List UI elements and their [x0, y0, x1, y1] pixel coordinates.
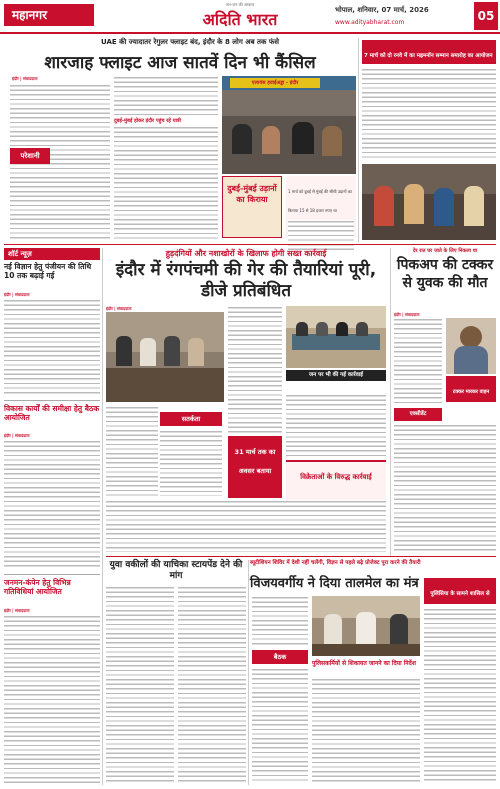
bottom-right-head-box: [424, 578, 496, 604]
right-side-label: एक्सीडेंट: [394, 408, 442, 421]
short-news-label: शॉर्ट न्यूज़: [4, 248, 100, 260]
right-photo: [446, 318, 496, 374]
right-kicker: देर रात घर जाते के लिए निकला था: [412, 248, 478, 254]
main-photo-1: [106, 312, 224, 402]
fare-graphic: [222, 176, 282, 238]
bottom-subhead: पुलिसकर्मियों से शिकायत जानने का दिया निर्देश: [312, 660, 416, 667]
bottom-rule: [106, 556, 496, 557]
col-divider-right: [390, 248, 391, 556]
lead-headline: शारजाह फ्लाइट आज सातवें दिन भी कैंसिल: [44, 53, 316, 73]
main-box2: [286, 460, 386, 500]
bottom-body-f: [424, 608, 496, 782]
right-headline: पिकअप की टक्कर से युवक की मौत: [396, 257, 494, 291]
short-news-headline: नई विज्ञान हेतु पंजीयन की तिथि 10 तक बढ़ाई गई: [4, 262, 92, 280]
right-top-headline: 7 मार्च को दो रनवे में का मह्रमनॉन सम्मान समारोह का आयोजन: [364, 53, 493, 59]
lead-kicker: UAE की ज्यादातर रेगुलर फ्लाइट बंद, इंदौर के 8 लोग अब तक फंसे: [101, 38, 279, 46]
bottom-photo: [312, 596, 420, 656]
main-box2-head: विक्रेताओं के विरुद्ध कार्रवाई: [300, 473, 372, 481]
short-news-body: [4, 299, 100, 395]
col-divider-left: [102, 248, 103, 785]
col-divider-bottom: [248, 560, 249, 785]
main-headline: इंदौर में रंगपंचमी की गेर की तैयारियां पूरी, डीजे प्रतिबंधित: [115, 260, 377, 301]
main-box1-head: 31 मार्च तक का अवसर बताया: [234, 448, 276, 475]
main-body-e: [106, 500, 386, 552]
logo-name: अदिति भारत: [202, 10, 278, 29]
lead-byline: इंदौर | संवाददाता: [12, 76, 38, 81]
col-divider: [358, 38, 359, 243]
main-side-label: सतर्कता: [160, 412, 222, 426]
lead-subhead: दुबई-मुंबई होकर इंदौर पहुंच रहे यात्री: [114, 118, 181, 124]
section-label: महानगर: [4, 4, 94, 26]
logo-tagline: जन-जन की आवाज: [225, 2, 255, 7]
fare-stat-text: 1 मार्च को दुबई से मुंबई की सीधी उड़ानों का किराया 15 से 18 हजार रुपए था: [288, 189, 352, 213]
left-story2-headline: विकास कार्यों की समीक्षा हेतु बैठक आयोजित: [4, 404, 100, 422]
paper-logo: [180, 2, 300, 32]
main-body-b: [160, 430, 222, 496]
main-body-a: [106, 406, 158, 496]
right-body-b: [394, 424, 496, 552]
bottom-body-c: [252, 596, 308, 646]
airport-sign: एलायंस हवाईअड्डा - इंदौर: [230, 78, 320, 88]
left-story2-byline: इंदौर | संवाददाता: [4, 433, 30, 438]
right-photo-caption-box: [446, 376, 496, 414]
left-story3-body: [4, 615, 100, 785]
bottom-main-headline: विजयवर्गीय ने दिया तालमेल का मंत्र: [250, 576, 419, 591]
lead-photo: [222, 76, 356, 174]
short-news-byline: इंदौर | संवाददाता: [4, 292, 30, 297]
bottom-body-e: [312, 678, 420, 782]
main-byline: इंदौर | संवाददाता: [106, 306, 132, 311]
left-rule: [4, 400, 100, 401]
lead-body-col1b: [10, 190, 110, 240]
main-kicker: हुड़दंगियों और नशाखोरों के खिलाफ होगी सख्त कार्रवाई: [165, 249, 327, 258]
right-byline: इंदौर | संवाददाता: [394, 312, 420, 317]
bottom-body-d: [252, 668, 308, 782]
bottom-left-headline: युवा वकीलों की याचिका स्टायपेंड देने की मांग: [109, 560, 243, 581]
left-story3-byline: इंदौर | संवाददाता: [4, 608, 30, 613]
main-photo-banner: जन पर भी की गई कार्रवाई: [286, 370, 386, 381]
right-top-body: [362, 68, 496, 160]
fare-graphic-text: दुबई-मुंबई उड़ानों का किराया: [227, 184, 277, 204]
lead-body-col2b: [114, 126, 218, 240]
right-body-a: [394, 318, 442, 404]
lead-side-label: परेशानी: [10, 148, 50, 164]
left-rule2: [4, 574, 100, 575]
main-photo-2: [286, 306, 386, 368]
left-story3-headline: जनमन-कंपेन हेतु विभिन्न गतिविधियां आयोजित: [4, 578, 71, 596]
lead-body-col2: [114, 76, 218, 116]
bottom-body-b: [178, 586, 246, 782]
right-photo-caption: टक्कर मारकर वाहन चालक फरार: [452, 389, 490, 414]
lead-body-col1: [10, 84, 110, 189]
right-top-photo: [362, 164, 496, 240]
bottom-mid-headline: ब्यूटीशियन शिविर में देशी नहीं चलेंगी, विज्ञन से पहले बढ़े प्रोजेक्ट पूरा करने की तैयारी: [250, 560, 421, 566]
right-top-head-box: [362, 40, 496, 64]
main-body-c: [228, 306, 282, 434]
bottom-body-a: [106, 586, 174, 782]
bottom-side-label: बैठक: [252, 650, 308, 664]
main-box1: [228, 436, 282, 498]
dateline: भोपाल, शनिवार, 07 मार्च, 2026: [335, 6, 429, 14]
section-rule: [4, 244, 496, 245]
left-story2-body: [4, 440, 100, 570]
bottom-right-headline: पुलिसिया के सामने शासिल से: [430, 591, 490, 597]
website-link[interactable]: www.adityabharat.com: [335, 19, 405, 26]
main-body-d: [286, 394, 386, 456]
fare-stat-box: [286, 176, 356, 238]
page-number: 05: [474, 2, 498, 30]
